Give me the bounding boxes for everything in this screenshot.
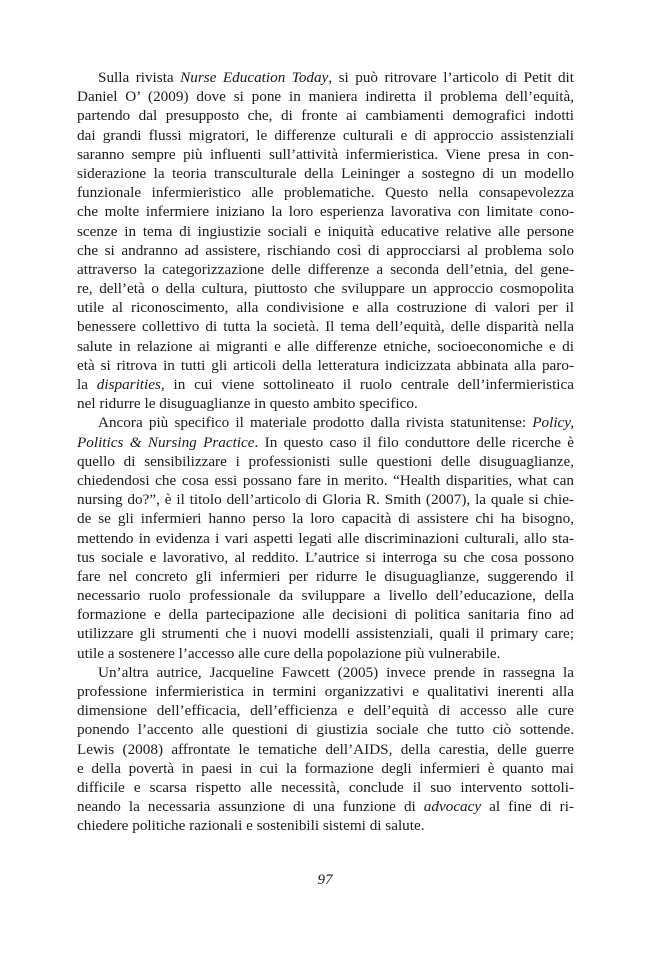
text-line	[77, 816, 574, 835]
text-segment: dimensione dell’efficacia, dell’efficienza e dell’equità di accesso alle cure	[77, 702, 574, 720]
text-segment: fare nel concreto gli infermieri per ridurre le disuguaglianze, suggerendo il	[77, 567, 574, 585]
text-line	[77, 145, 574, 164]
text-segment: mettendo in evidenza i vari aspetti legati alle discriminazioni culturali, allo sta-	[77, 529, 574, 547]
text-line	[77, 644, 574, 663]
text-line	[77, 106, 574, 125]
page-number: 97	[317, 872, 333, 888]
text-segment: nursing do?”, è il titolo dell’articolo di Gloria R. Smith (2007), la quale si chie-	[77, 491, 574, 509]
text-segment: utile a sostenere l’accesso alle cure della popolazione più vulnerabile.	[77, 644, 501, 662]
text-line	[77, 68, 574, 87]
text-segment: re, dell’età o della cultura, piuttosto che sviluppare un approccio cosmopolita	[77, 280, 574, 298]
text-segment: e della povertà in paesi in cui la formazione degli infermieri è quanto mai	[77, 759, 574, 777]
text-line	[77, 164, 574, 183]
text-segment: quello di sensibilizzare i professionisti sulle questioni delle disuguaglianze,	[77, 452, 574, 470]
text-segment: Sulla rivista	[98, 69, 181, 86]
text-segment: salute in relazione ai migranti e alle differenze etniche, socioeconomiche e di	[77, 337, 574, 355]
text-segment: utilizzare gli strumenti che i nuovi modelli assistenziali, quali il primary care;	[77, 625, 574, 643]
text-segment: utile al riconoscimento, alla condivisione e alla costruzione di valori per il	[77, 299, 574, 317]
paragraph	[77, 68, 574, 413]
text-line	[77, 720, 574, 739]
text-line	[77, 567, 574, 586]
text-segment: Un’altra autrice, Jacqueline Fawcett (2005) invece prende in rassegna la	[98, 663, 574, 681]
text-segment: Lewis (2008) affrontate le tematiche dell’AIDS, della carestia, delle guerre	[77, 740, 574, 758]
text-line	[77, 222, 574, 241]
text-line	[77, 260, 574, 279]
text-line	[77, 586, 574, 605]
text-segment: tus sociale e lavorativo, al reddito. L’autrice si interroga su che cosa possono	[77, 548, 574, 566]
text-segment: , in cui viene sottolineato il ruolo centrale dell’infermieristica	[160, 376, 574, 393]
text-segment: che si andranno ad assistere, rischiando così di approcciarsi al problema solo	[77, 241, 574, 259]
italic-text: Politics & Nursing Practice	[77, 433, 255, 451]
text-line	[77, 605, 574, 624]
text-line	[77, 87, 574, 106]
text-segment: attraverso la categorizzazione delle differenze a seconda dell’etnia, del gene-	[77, 260, 574, 278]
text-line	[77, 202, 574, 221]
text-line	[77, 394, 574, 413]
text-line	[77, 126, 574, 145]
text-segment: funzionale infermieristico alle problematiche. Questo nella consapevolezza	[77, 184, 574, 202]
text-segment: la	[77, 376, 97, 393]
italic-text: Policy,	[532, 414, 574, 432]
text-line	[77, 471, 574, 490]
text-line	[77, 509, 574, 528]
text-segment: che molte infermiere iniziano la loro esperienza lavorativa con limitate cono-	[77, 203, 574, 221]
text-segment: età si ritrova in tutti gli articoli della letteratura indicizzata abbinata alla paro-	[77, 356, 574, 374]
text-line	[77, 490, 574, 509]
text-segment: chiedendosi che cosa essi possano fare in merito. “Health disparities, what can	[77, 471, 574, 489]
text-segment: benessere collettivo di tutta la società. Il tema dell’equità, delle disparità nella	[77, 318, 574, 336]
italic-text: advocacy	[423, 798, 482, 816]
text-segment: difficile e scarsa rispetto alle necessità, conclude il suo intervento sottoli-	[77, 778, 574, 796]
text-segment: siderazione la teoria transculturale della Leininger a sostegno di un modello	[77, 164, 574, 182]
text-segment: saranno sempre più influenti sull’attività infermieristica. Viene presa in con-	[77, 145, 574, 163]
text-segment: Ancora più specifico il materiale prodotto dalla rivista statunitense:	[98, 414, 533, 432]
text-line	[77, 797, 574, 816]
text-line	[77, 529, 574, 548]
text-line	[77, 452, 574, 471]
text-segment: nel ridurre le disuguaglianze in questo ambito specifico.	[77, 395, 418, 413]
text-segment: , si può ritrovare l’articolo di Petit dit	[328, 69, 574, 86]
text-line	[77, 548, 574, 567]
paragraph	[77, 663, 574, 836]
text-segment: partendo dal presupposto che, di fronte ai cambiamenti demografici indotti	[77, 107, 574, 125]
text-segment: chiedere politiche razionali e sostenibili sistemi di salute.	[77, 817, 425, 835]
text-line	[77, 317, 574, 336]
text-segment: Daniel O’ (2009) dove si pone in maniera indiretta il problema dell’equità,	[77, 88, 574, 106]
text-line	[77, 298, 574, 317]
italic-text: disparities	[96, 376, 161, 393]
text-line	[77, 241, 574, 260]
text-segment: de se gli infermieri hanno perso la loro capacità di assistere chi ha bisogno,	[77, 510, 574, 528]
page-body	[77, 68, 574, 836]
text-segment: al fine di ri-	[481, 798, 574, 816]
text-segment: scenze in tema di ingiustizie sociali e iniquità educative relative alle persone	[77, 222, 574, 240]
text-line	[77, 740, 574, 759]
text-segment: formazione e della partecipazione alle decisioni di politica sanitaria fino ad	[77, 606, 574, 624]
text-line	[77, 356, 574, 375]
text-line	[77, 433, 574, 452]
text-segment: . In questo caso il filo conduttore delle ricerche è	[254, 433, 574, 451]
text-segment: neando la necessaria assunzione di una funzione di	[77, 798, 424, 816]
text-line	[77, 663, 574, 682]
text-segment: dai grandi flussi migratori, le differenze culturali e di approccio assistenziali	[77, 126, 574, 144]
text-line	[77, 759, 574, 778]
text-segment: professione infermieristica in termini organizzativi e qualitativi inerenti alla	[77, 683, 574, 700]
paragraph	[77, 413, 574, 662]
text-segment: necessario ruolo professionale da sviluppare a livello dell’educazione, della	[77, 587, 574, 605]
text-segment: ponendo l’accento alle questioni di giustizia sociale che tutto ciò sottende.	[77, 721, 574, 739]
italic-text: Nurse Education Today	[180, 69, 329, 86]
text-line	[77, 682, 574, 701]
text-line	[77, 413, 574, 432]
text-line	[77, 624, 574, 643]
text-line	[77, 337, 574, 356]
text-line	[77, 778, 574, 797]
text-line	[77, 183, 574, 202]
text-line	[77, 375, 574, 394]
text-line	[77, 279, 574, 298]
text-line	[77, 701, 574, 720]
